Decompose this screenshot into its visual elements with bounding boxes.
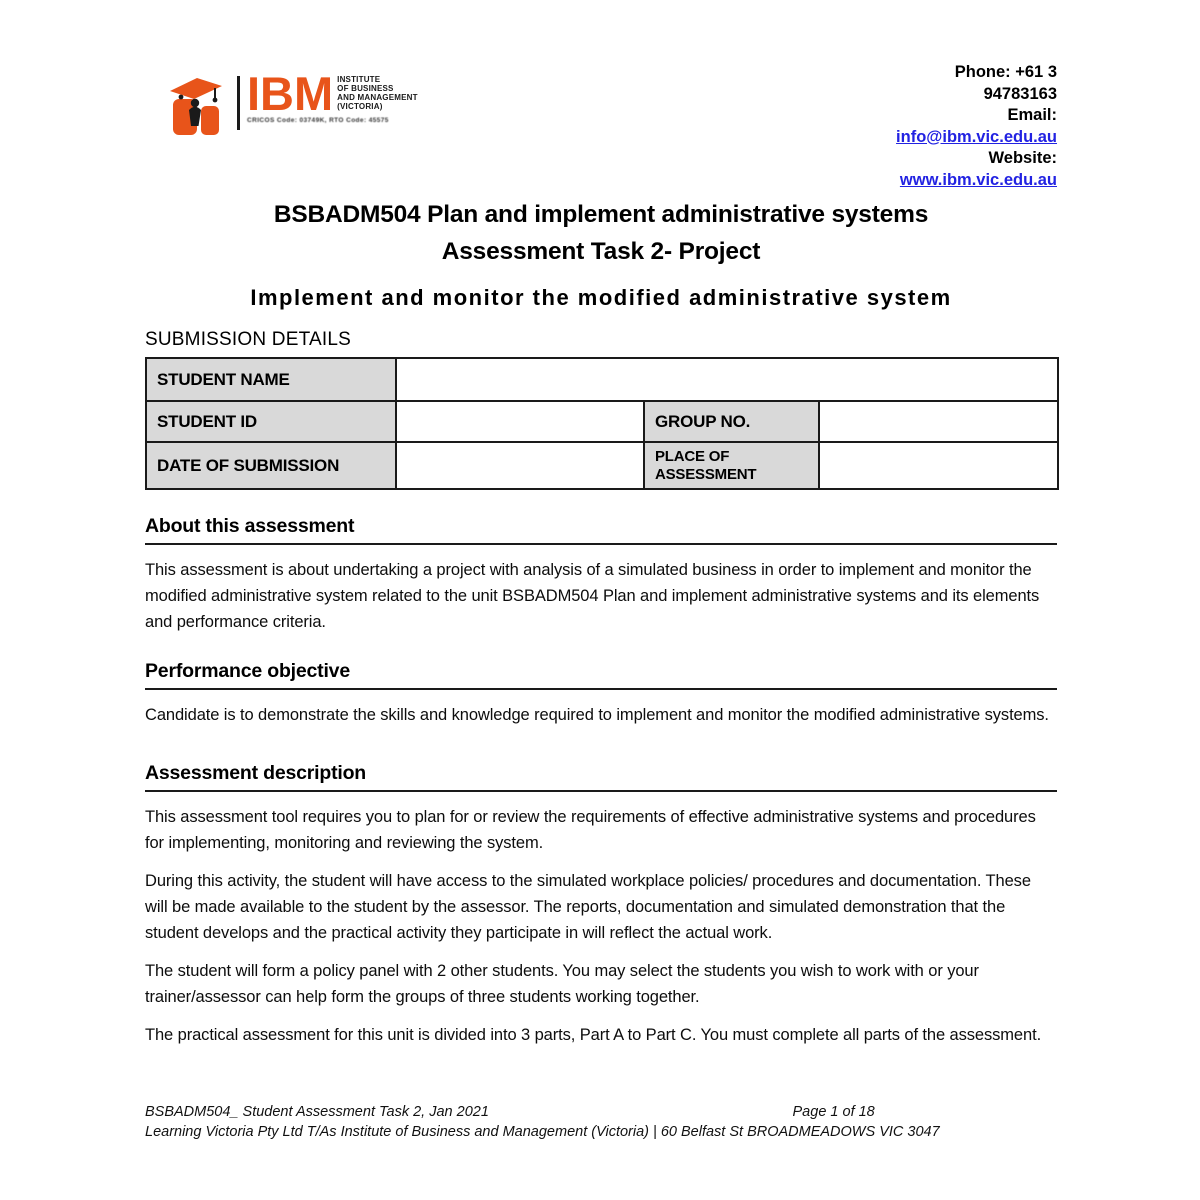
section-about-this-assessment — [145, 515, 1057, 635]
submission-details-table — [145, 357, 1059, 490]
email-link[interactable]: info@ibm.vic.edu.au — [896, 127, 1057, 146]
ibm-logo — [168, 67, 418, 136]
section-assessment-description — [145, 762, 1057, 1048]
phone-line-1: Phone: +61 3 — [954, 63, 1057, 81]
email-label: Email: — [1007, 106, 1057, 124]
document-title-line2: Assessment Task 2- Project — [441, 238, 761, 265]
table-row — [146, 401, 1058, 442]
document-title-line1: BSBADM504 Plan and implement administrative systems — [273, 201, 929, 228]
place-of-assessment-value — [819, 442, 1058, 489]
footer-page-indicator: Page 1 of 18 — [792, 1104, 875, 1120]
table-row — [146, 442, 1058, 489]
section-paragraph: The practical assessment for this unit is divided into 3 parts, Part A to Part C. You must complete all parts of the assessment. — [145, 1026, 1042, 1044]
table-row — [146, 358, 1058, 401]
student-name-label: STUDENT NAME — [146, 358, 396, 401]
footer-org-line: Learning Victoria Pty Ltd T/As Institute of Business and Management (Victoria) | 60 Belfast St BROADMEADOWS VIC 3047 — [145, 1124, 940, 1140]
logo-accreditation-codes: CRICOS Code: 03749K, RTO Code: 45575 — [247, 117, 389, 124]
date-of-submission-label: DATE OF SUBMISSION — [146, 442, 396, 489]
student-name-value — [396, 358, 1058, 401]
page-footer — [145, 1102, 1057, 1142]
section-paragraph: This assessment is about undertaking a project with analysis of a simulated business in order to implement and monitor the modified administrative system related to the unit BSBADM504 Plan and implement administrative systems and its elements and performance criteria. — [145, 561, 1040, 631]
section-paragraph: Candidate is to demonstrate the skills and knowledge required to implement and monitor the modified administrative systems. — [145, 706, 1049, 724]
group-no-label: GROUP NO. — [644, 401, 819, 442]
document-title — [145, 196, 1057, 270]
logo-institute-name: INSTITUTE OF BUSINESS AND MANAGEMENT (VICTORIA) — [337, 75, 418, 111]
contact-block — [896, 62, 1057, 191]
submission-details-heading: SUBMISSION DETAILS — [145, 329, 351, 350]
logo-ibm-text: IBM — [247, 67, 334, 120]
logo-divider — [237, 76, 240, 130]
section-paragraph: The student will form a policy panel with 2 other students. You may select the students you wish to work with or your trainer/assessor can help form the groups of three students working together. — [145, 962, 979, 1006]
graduate-blocks-icon — [168, 72, 230, 136]
place-of-assessment-label: PLACE OF ASSESSMENT — [644, 442, 819, 489]
website-label: Website: — [988, 149, 1057, 167]
date-of-submission-value — [396, 442, 644, 489]
section-heading: Performance objective — [145, 660, 1057, 690]
student-id-label: STUDENT ID — [146, 401, 396, 442]
section-paragraph: This assessment tool requires you to plan for or review the requirements of effective administrative systems and procedures for implementing, monitoring and reviewing the system. — [145, 808, 1036, 852]
group-no-value — [819, 401, 1058, 442]
phone-line-2: 94783163 — [983, 84, 1057, 103]
section-heading: Assessment description — [145, 762, 1057, 792]
section-paragraph: During this activity, the student will have access to the simulated workplace policies/ procedures and documentation. These will be made available to the student by the assessor. The reports, documentation and simulated demonstration that the student develops and the practical activity they participate in will reflect the actual work. — [145, 872, 1031, 942]
document-subtitle: Implement and monitor the modified administrative system — [250, 285, 952, 310]
section-performance-objective — [145, 660, 1057, 728]
website-link[interactable]: www.ibm.vic.edu.au — [899, 170, 1057, 189]
section-heading: About this assessment — [145, 515, 1057, 545]
footer-doc-ref: BSBADM504_ Student Assessment Task 2, Jan 2021 — [145, 1104, 489, 1120]
student-id-value — [396, 401, 644, 442]
